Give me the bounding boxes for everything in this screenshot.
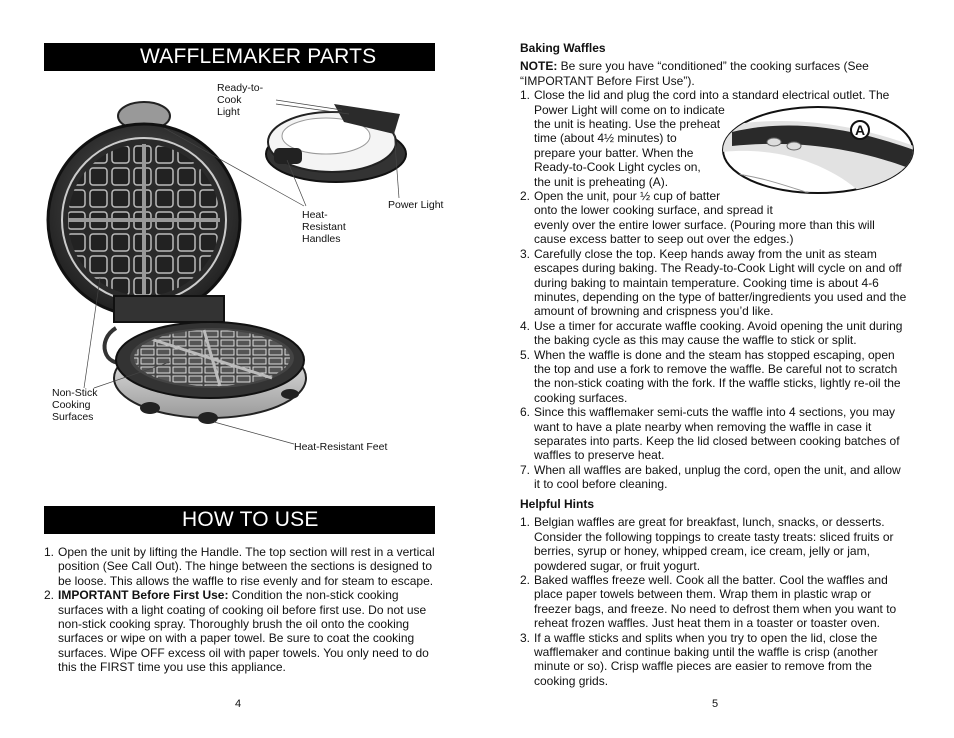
baking-step: 3. Carefully close the top. Keep hands away from the unit as steam escapes during baking. The Ready-to-Cook Light will cycle on and off during baking to maintain temperature. Cooking time is about 4-6 minutes, depending on the type of batter/ingredients you used and the amount of browning and crispness you’d like. — [520, 246, 907, 319]
parts-banner: WAFFLEMAKER PARTS — [44, 43, 435, 71]
baking-step-2: 2. Open the unit, pour ½ cup of batter onto the lower cooking surface, and spread it evenly over the entire lower surface. (Pouring more than this will cause excess batter to seep out over the edges.) — [520, 189, 875, 247]
baking-heading: Baking Waffles — [520, 41, 606, 55]
hint-item: 3. If a waffle sticks and splits when you try to open the lid, close the wafflemaker and continue baking until the waffle is crisp (another minute or so). Crisp waffle pieces are easier to remove from the cooking grids. — [520, 630, 878, 688]
baking-step-1: 1. Close the lid and plug the cord into a standard electrical outlet. The Power Light will come on to indicate the unit is heating. Use the preheat time (about 4½ minutes) to prepare your batter. When the Ready-to-Cook Light cycles on, the unit is preheating (A). — [520, 88, 890, 189]
page-number-left: 4 — [235, 698, 242, 710]
surfaces-label: Non-Stick Cooking Surfaces — [52, 387, 98, 423]
wafflemaker-illustration — [44, 78, 444, 478]
baking-step: 6. Since this wafflemaker semi-cuts the waffle into 4 sections, you may want to have a plate nearby when removing the waffle in case it separates into parts. Keep the lid closed between cooking batches of waffles to preserve heat. — [520, 405, 900, 463]
page-number-right: 5 — [712, 698, 719, 710]
hints-section — [520, 497, 910, 688]
hints-list — [520, 515, 910, 688]
right-page — [477, 0, 954, 738]
howto-list — [44, 545, 436, 675]
baking-step: 4. Use a timer for accurate waffle cooking. Avoid opening the unit during the baking cycle as this may cause the waffle to stick or split. — [520, 318, 903, 348]
callout-a-badge: A — [850, 120, 870, 140]
howto-step: 1. Open the unit by lifting the Handle. The top section will rest in a vertical position (See Call Out). The hinge between the sections is designed to be loose. This allows the waffle to rise evenly and for steam to escape. — [44, 545, 435, 588]
note-paragraph: NOTE: Be sure you have “conditioned” the cooking surfaces (See “IMPORTANT Before First Use”). — [520, 59, 869, 88]
howto-banner: HOW TO USE — [44, 506, 435, 534]
baking-step: 5. When the waffle is done and the steam has stopped escaping, open the top and use a fork to remove the waffle. Be careful not to scratch the non-stick coating with the fork. If the waffle sticks, lightly re-oil the cooking surfaces. — [520, 347, 901, 405]
howto-step: 2. IMPORTANT Before First Use: Condition the non-stick cooking surfaces with a light coating of cooking oil before first use. Do not use non-stick cooking spray. Thoroughly brush the oil onto the cooking surfaces or wipe on with a paper towel. Be sure to coat the cooking surfaces. Wipe OFF excess oil with paper towels. You only need to do this the FIRST time you use this appliance. — [44, 588, 429, 675]
hints-heading: Helpful Hints — [520, 497, 594, 511]
handles-label: Heat- Resistant Handles — [302, 209, 346, 245]
hint-item: 1. Belgian waffles are great for breakfast, lunch, snacks, or desserts. Consider the following toppings to create tasty treats: sliced fruits or berries, syrup or honey, whipped cream, ice cream, jelly or jam, powdered sugar, or fruit yogurt. — [520, 515, 894, 573]
feet-label: Heat-Resistant Feet — [294, 441, 388, 453]
hint-item: 2. Baked waffles freeze well. Cook all the batter. Cool the waffles and place paper towels between them. Wrap them in plastic wrap or freezer bags, and freeze. No need to defrost them when you want to reheat frozen waffles. Just heat them in a toaster or toaster oven. — [520, 573, 897, 631]
ready-light-label: Ready-to- Cook Light — [217, 82, 264, 118]
power-light-label: Power Light — [388, 199, 444, 211]
wafflemaker-parts-diagram — [44, 78, 444, 478]
callout-a-illustration — [722, 106, 914, 194]
baking-step: 7. When all waffles are baked, unplug the cord, open the unit, and allow it to cool before cleaning. — [520, 462, 901, 492]
